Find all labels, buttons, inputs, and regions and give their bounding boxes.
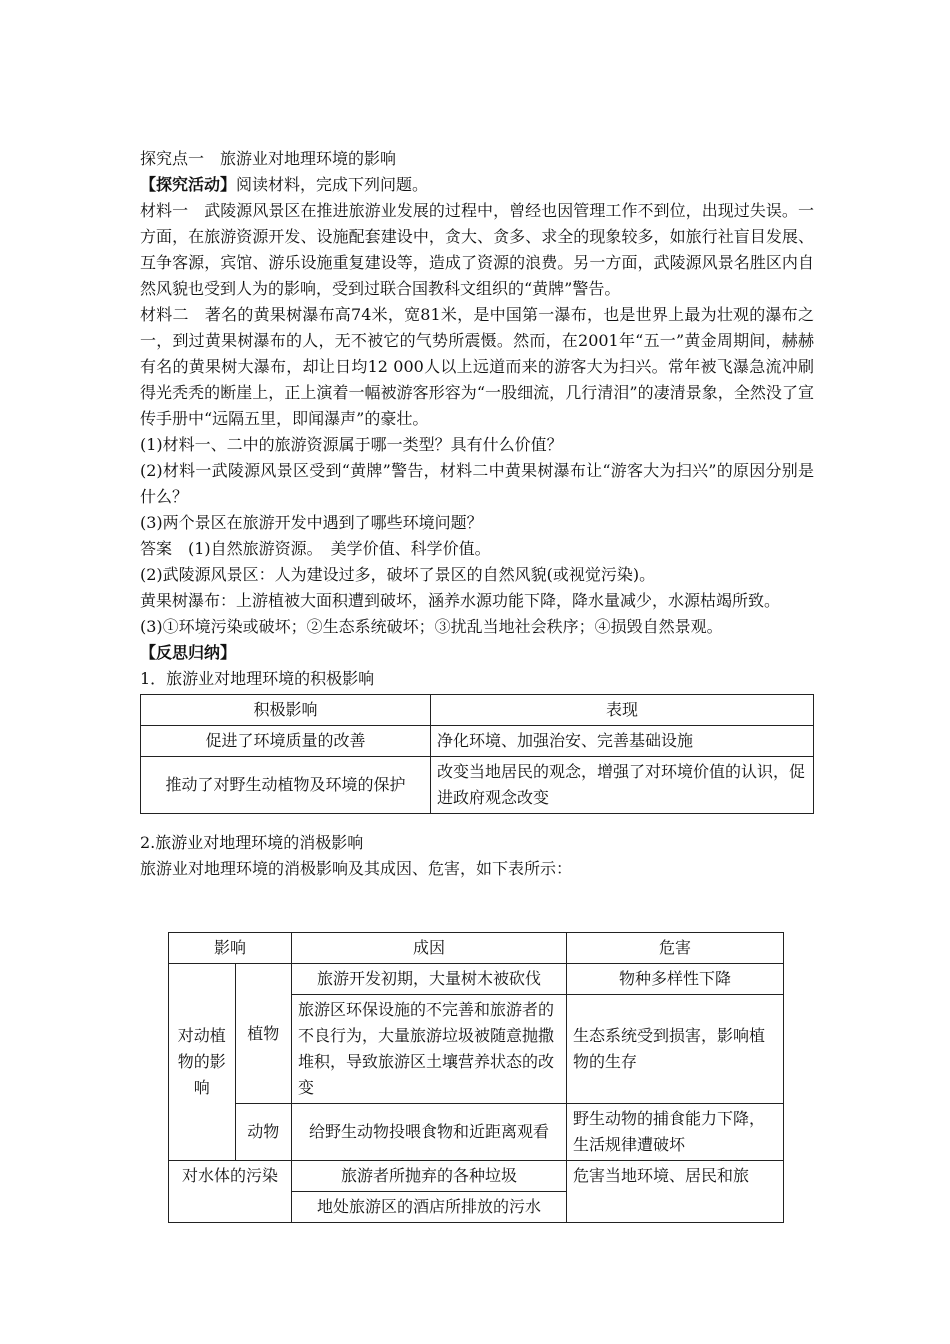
negative-intro: 旅游业对地理环境的消极影响及其成因、危害，如下表所示： (140, 859, 573, 878)
section-title: 探究点一 旅游业对地理环境的影响 (140, 149, 397, 168)
table-cell: 危害当地环境、居民和旅 (567, 1161, 784, 1223)
material-one: 材料一 武陵源风景区在推进旅游业发展的过程中，曾经也因管理工作不到位，出现过失误。一方面，在旅游资源开发、设施配套建设中，贪大、贪多、求全的现象较多，如旅行社盲目发展、互争客源，宾馆、游乐设施重复建设等，造成了资源的浪费。另一方面，武陵源风景名胜区内自然风貌也受到人为的影响，受到过联合国教科文组织的“黄牌”警告。 (140, 201, 814, 298)
table-header-row (141, 695, 814, 726)
material-two: 材料二 著名的黄果树瀑布高74米，宽81米，是中国第一瀑布，也是世界上最为壮观的瀑布之一，到过黄果树瀑布的人，无不被它的气势所震慑。然而，在2001年“五一”黄金周期间，赫赫有名的黄果树大瀑布，却让日均12 000人以上远道而来的游客大为扫兴。常年被飞瀑急流冲刷得光秃秃的断崖上，正上演着一幅被游客形容为“一股细流，几行清泪”的凄清景象，全然没了宣传手册中“远隔五里，即闻瀑声”的豪壮。 (140, 305, 814, 428)
table-cell: 改变当地居民的观念，增强了对环境价值的认识，促进政府观念改变 (431, 757, 814, 814)
table-cell: 物种多样性下降 (567, 964, 784, 995)
table-cell: 植物 (235, 964, 291, 1104)
negative-impact-table (168, 932, 784, 1223)
activity-label: 【探究活动】 (140, 175, 237, 194)
table-cell: 旅游开发初期，大量树木被砍伐 (292, 964, 567, 995)
document-body (140, 146, 814, 882)
question-3: (3)两个景区在旅游开发中遇到了哪些环境问题？ (140, 513, 483, 532)
table-row (169, 964, 784, 995)
reflect-label: 【反思归纳】 (140, 643, 237, 662)
table-cell: 净化环境、加强治安、完善基础设施 (431, 726, 814, 757)
answer-1: 答案 (1)自然旅游资源。 美学价值、科学价值。 (140, 539, 491, 558)
negative-heading: 2.旅游业对地理环境的消极影响 (140, 833, 364, 852)
table-header: 积极影响 (141, 695, 431, 726)
table-row (141, 726, 814, 757)
table-cell: 动物 (235, 1104, 291, 1161)
table-cell: 生态系统受到损害，影响植物的生存 (567, 995, 784, 1104)
activity-line (140, 172, 814, 198)
table-header: 危害 (567, 933, 784, 964)
answer-3: 黄果树瀑布：上游植被大面积遭到破坏，涵养水源功能下降，降水量减少，水源枯竭所致。 (140, 591, 781, 610)
question-1: (1)材料一、二中的旅游资源属于哪一类型？具有什么价值？ (140, 435, 563, 454)
answer-2: (2)武陵源风景区：人为建设过多，破坏了景区的自然风貌(或视觉污染)。 (140, 565, 656, 584)
table-cell: 推动了对野生动植物及环境的保护 (141, 757, 431, 814)
table-cell: 野生动物的捕食能力下降，生活规律遭破坏 (567, 1104, 784, 1161)
table-header: 成因 (292, 933, 567, 964)
table-header: 表现 (431, 695, 814, 726)
table-cell: 地处旅游区的酒店所排放的污水 (292, 1192, 567, 1223)
positive-heading: 1．旅游业对地理环境的积极影响 (140, 669, 375, 688)
table-cell: 对动植物的影响 (169, 964, 236, 1161)
table-cell: 给野生动物投喂食物和近距离观看 (292, 1104, 567, 1161)
answer-4: (3)①环境污染或破坏；②生态系统破坏；③扰乱当地社会秩序；④损毁自然景观。 (140, 617, 723, 636)
table-cell: 旅游区环保设施的不完善和旅游者的不良行为，大量旅游垃圾被随意抛撒堆积，导致旅游区土壤营养状态的改变 (292, 995, 567, 1104)
positive-impact-table (140, 694, 814, 814)
table-row (169, 1161, 784, 1192)
table-row (141, 757, 814, 814)
table-cell: 旅游者所抛弃的各种垃圾 (292, 1161, 567, 1192)
table-cell: 对水体的污染 (169, 1161, 292, 1223)
table-header-row (169, 933, 784, 964)
table-header: 影响 (169, 933, 292, 964)
table-row (169, 1104, 784, 1161)
table-cell: 促进了环境质量的改善 (141, 726, 431, 757)
question-2: (2)材料一武陵源风景区受到“黄牌”警告，材料二中黄果树瀑布让“游客大为扫兴”的原因分别是什么？ (140, 461, 814, 506)
activity-instruction: 阅读材料，完成下列问题。 (236, 175, 429, 194)
